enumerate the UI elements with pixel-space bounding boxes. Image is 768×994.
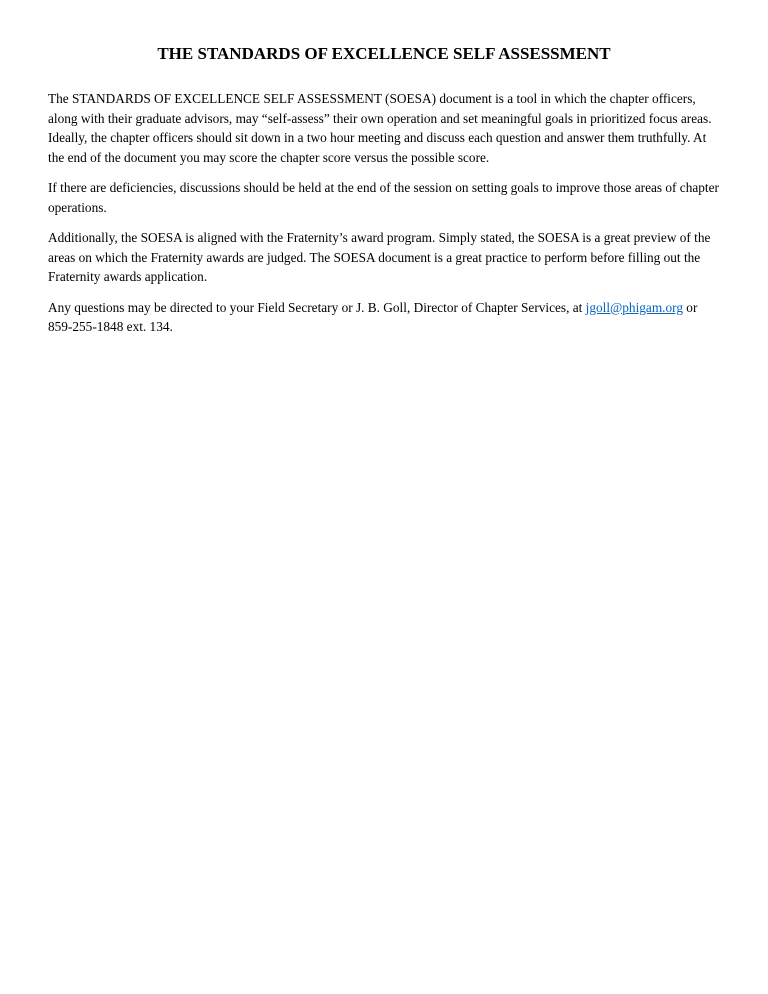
email-link[interactable]: jgoll@phigam.org [585,299,683,315]
document-title: THE STANDARDS OF EXCELLENCE SELF ASSESSMENT [157,44,611,63]
contact-text-before: Any questions may be directed to your Field Secretary or J. B. Goll, Director of Chapter Services, at [48,299,586,315]
document-body [48,89,724,348]
awards-paragraph: Additionally, the SOESA is aligned with the Fraternity’s award program. Simply stated, the SOESA is a great preview of the areas on which the Fraternity awards are judged. The SOESA document is a great practice to perform before filling out the Fraternity awards application. [48,230,711,284]
deficiencies-paragraph: If there are deficiencies, discussions should be held at the end of the session on setting goals to improve those areas of chapter operations. [48,180,719,215]
contact-text-after: or 859-255-1848 ext. 134. [48,299,698,334]
intro-paragraph: The STANDARDS OF EXCELLENCE SELF ASSESSMENT (SOESA) document is a tool in which the chapter officers, along with their graduate advisors, may “self-assess” their own operation and set meaningful goals in prioritized focus areas. Ideally, the chapter officers should sit down in a two hour meeting and discuss each question and answer them truthfully. At the end of the document you may score the chapter score versus the possible score. [48,91,712,165]
contact-paragraph [48,298,724,337]
